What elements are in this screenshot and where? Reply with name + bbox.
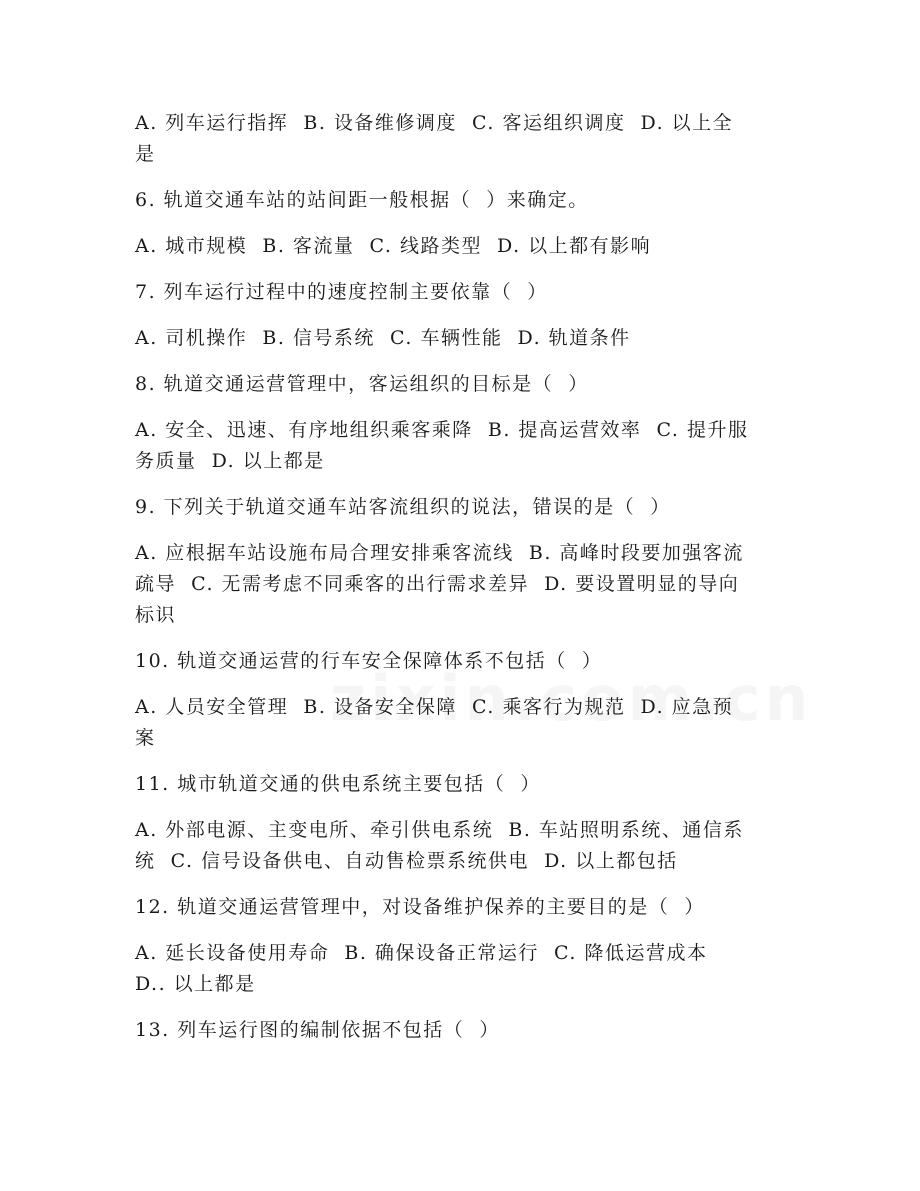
answer-options xyxy=(135,108,785,170)
question-stem xyxy=(135,646,785,677)
option-text: A. 外部电源、主变电所、牵引供电系统 B. 车站照明系统、通信系 xyxy=(135,819,744,841)
question-stem xyxy=(135,277,785,308)
question-text: 12. 轨道交通运营管理中，对设备维护保养的主要目的是（ ） xyxy=(135,896,705,918)
question-text: 7. 列车运行过程中的速度控制主要依靠（ ） xyxy=(135,281,548,303)
option-text: 疏导 C. 无需考虑不同乘客的出行需求差异 D. 要设置明显的导向 xyxy=(135,573,740,595)
option-text: A. 延长设备使用寿命 B. 确保设备正常运行 C. 降低运营成本 xyxy=(135,942,708,964)
option-text: D.. 以上都是 xyxy=(135,973,256,995)
answer-options xyxy=(135,323,785,354)
option-text: A. 司机操作 B. 信号系统 C. 车辆性能 D. 轨道条件 xyxy=(135,327,631,349)
question-text: 10. 轨道交通运营的行车安全保障体系不包括（ ） xyxy=(135,650,603,672)
answer-options xyxy=(135,815,785,877)
option-text: A. 人员安全管理 B. 设备安全保障 C. 乘客行为规范 D. 应急预 xyxy=(135,696,734,718)
option-text: 是 xyxy=(135,143,156,165)
answer-options xyxy=(135,692,785,754)
option-text: A. 应根据车站设施布局合理安排乘客流线 B. 高峰时段要加强客流 xyxy=(135,542,744,564)
question-stem xyxy=(135,492,785,523)
question-stem xyxy=(135,1015,785,1046)
question-text: 8. 轨道交通运营管理中，客运组织的目标是（ ） xyxy=(135,373,589,395)
answer-options xyxy=(135,231,785,262)
option-text: 统 C. 信号设备供电、自动售检票系统供电 D. 以上都包括 xyxy=(135,850,678,872)
option-text: A. 安全、迅速、有序地组织乘客乘降 B. 提高运营效率 C. 提升服 xyxy=(135,419,749,441)
option-text: A. 列车运行指挥 B. 设备维修调度 C. 客运组织调度 D. 以上全 xyxy=(135,112,734,134)
question-text: 9. 下列关于轨道交通车站客流组织的说法，错误的是（ ） xyxy=(135,496,671,518)
question-text: 6. 轨道交通车站的站间距一般根据（ ）来确定。 xyxy=(135,189,589,211)
question-text: 13. 列车运行图的编制依据不包括（ ） xyxy=(135,1019,500,1041)
question-stem xyxy=(135,185,785,216)
document-body xyxy=(135,108,785,1061)
question-stem xyxy=(135,369,785,400)
option-text: A. 城市规模 B. 客流量 C. 线路类型 D. 以上都有影响 xyxy=(135,235,652,257)
option-text: 标识 xyxy=(135,604,177,626)
question-stem xyxy=(135,769,785,800)
question-text: 11. 城市轨道交通的供电系统主要包括（ ） xyxy=(135,773,541,795)
question-stem xyxy=(135,892,785,923)
option-text: 案 xyxy=(135,727,156,749)
answer-options xyxy=(135,938,785,1000)
answer-options xyxy=(135,415,785,477)
answer-options xyxy=(135,538,785,631)
option-text: 务质量 D. 以上都是 xyxy=(135,450,325,472)
